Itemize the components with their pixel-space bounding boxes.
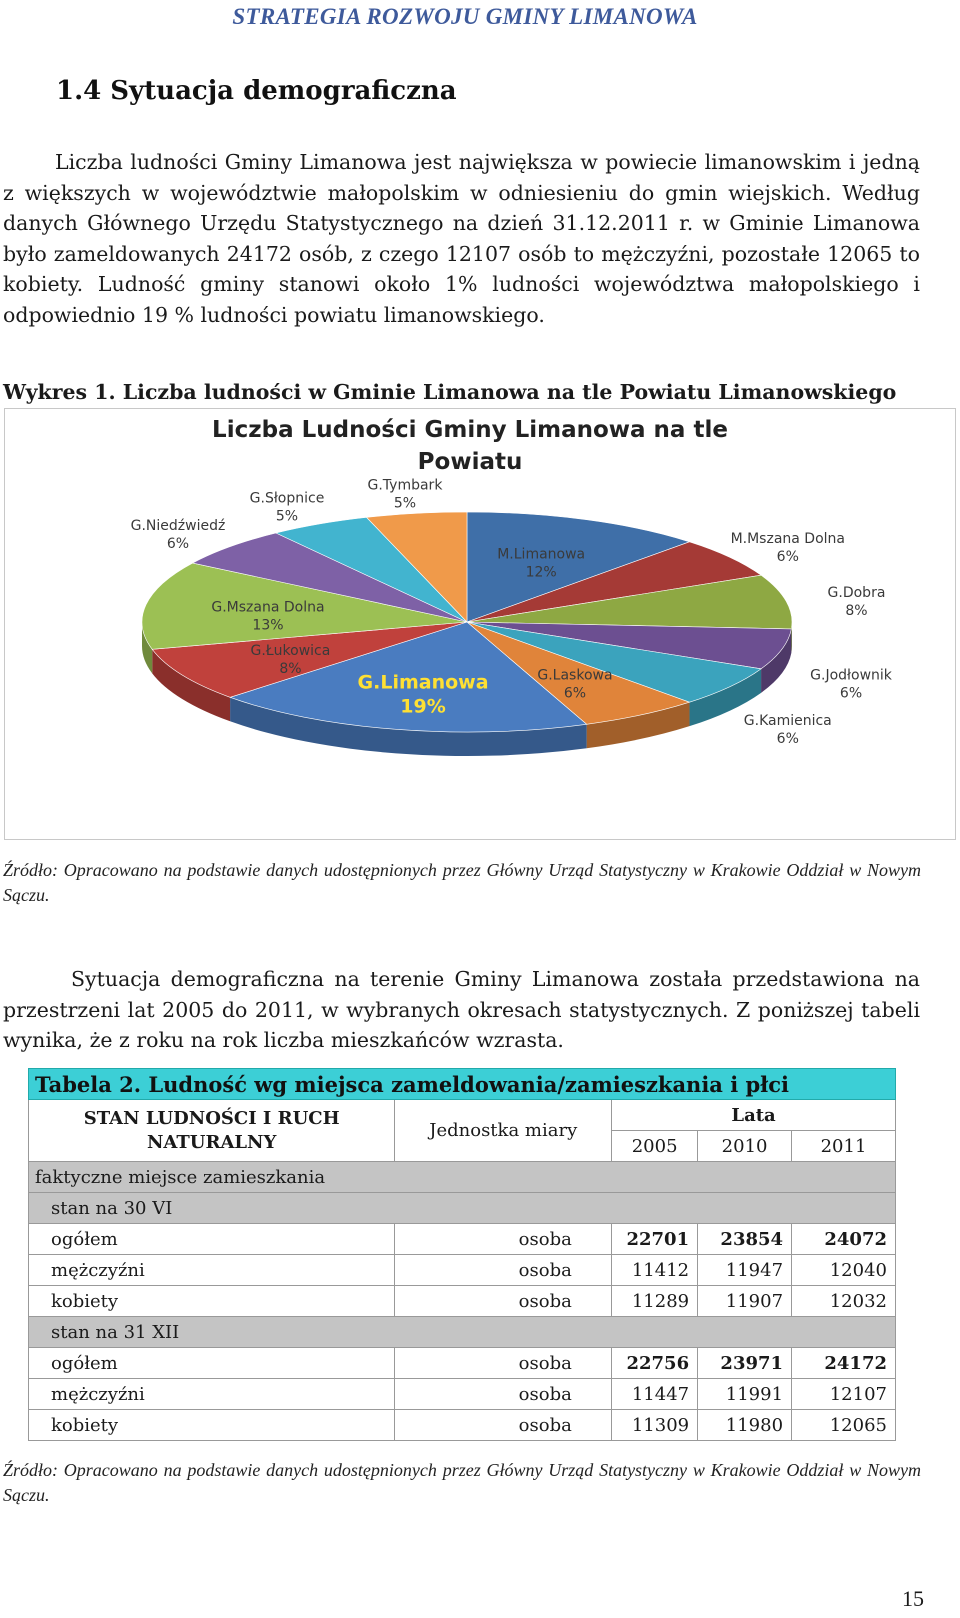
column-header-year: 2011 xyxy=(792,1131,896,1162)
pie-slice-label: G.Laskowa xyxy=(537,667,613,684)
table-row xyxy=(29,1286,896,1317)
row-label: kobiety xyxy=(29,1286,395,1317)
row-value: 11289 xyxy=(612,1286,698,1317)
pie-chart-svg xyxy=(5,409,955,839)
pie-slice-label: G.Limanowa xyxy=(357,671,489,694)
chart-title-line2: Powiatu xyxy=(417,449,523,475)
pie-slice-label: G.Kamienica xyxy=(743,712,832,729)
table-subgroup-row xyxy=(29,1193,896,1224)
table-row xyxy=(29,1255,896,1286)
pie-slice-value: 6% xyxy=(563,685,587,702)
row-value: 22756 xyxy=(612,1348,698,1379)
pie-slice-value: 5% xyxy=(275,508,299,525)
pie-chart xyxy=(4,408,956,840)
pie-slice-label: M.Mszana Dolna xyxy=(730,531,845,548)
row-value: 22701 xyxy=(612,1224,698,1255)
chart-title-line1: Liczba Ludności Gminy Limanowa na tle xyxy=(212,417,728,443)
table-header-row xyxy=(29,1100,896,1131)
row-label: mężczyźni xyxy=(29,1255,395,1286)
column-header-year: 2010 xyxy=(698,1131,792,1162)
row-value: 12065 xyxy=(792,1410,896,1441)
column-header-year: 2005 xyxy=(612,1131,698,1162)
row-unit: osoba xyxy=(395,1224,612,1255)
subgroup-label: stan na 30 VI xyxy=(29,1193,896,1224)
pie-slice-value: 6% xyxy=(839,685,863,702)
row-value: 11991 xyxy=(698,1379,792,1410)
page-header: STRATEGIA ROZWOJU GMINY LIMANOWA xyxy=(232,4,698,29)
pie-slice-value: 5% xyxy=(393,495,417,512)
intro-paragraph-text: Liczba ludności Gminy Limanowa jest największa w powiecie limanowskim i jedną z większych w województwie małopolskim w odniesieniu do gmin wiejskich. Według danych Głównego Urzędu Statystycznego na dzień 31.12.2011 r. w Gminie Limanowa było zameldowanych 24172 osób, z czego 12107 osób to mężczyźni, pozostałe 12065 to kobiety. Ludność gminy stanowi około 1% ludności województwa małopolskiego i odpowiednio 19 % ludności powiatu limanowskiego. xyxy=(3,150,920,327)
row-unit: osoba xyxy=(395,1255,612,1286)
pie-slice-label: G.Tymbark xyxy=(367,477,443,494)
row-value: 11947 xyxy=(698,1255,792,1286)
pie-slice-label: G.Jodłownik xyxy=(810,667,892,684)
table-title: Tabela 2. Ludność wg miejsca zameldowania/zamieszkania i płci xyxy=(29,1069,896,1100)
pie-slice-value: 8% xyxy=(845,602,868,619)
section-title: 1.4 Sytuacja demograficzna xyxy=(56,76,457,106)
row-label: ogółem xyxy=(29,1224,395,1255)
row-value: 11309 xyxy=(612,1410,698,1441)
table-row xyxy=(29,1379,896,1410)
subgroup-label: stan na 31 XII xyxy=(29,1317,896,1348)
chart-source-note: Źródło: Opracowano na podstawie danych udostępnionych przez Główny Urząd Statystyczny w Krakowie Oddział w Nowym Sączu. xyxy=(3,860,921,905)
pie-slice-label: G.Łukowica xyxy=(250,642,331,659)
row-unit: osoba xyxy=(395,1410,612,1441)
table-source-note: Źródło: Opracowano na podstawie danych udostępnionych przez Główny Urząd Statystyczny w Krakowie Oddział w Nowym Sączu. xyxy=(3,1460,921,1505)
row-value: 23854 xyxy=(698,1224,792,1255)
column-header-main-line1: STAN LUDNOŚCI I RUCH xyxy=(83,1107,340,1129)
row-value: 12107 xyxy=(792,1379,896,1410)
row-label: kobiety xyxy=(29,1410,395,1441)
row-unit: osoba xyxy=(395,1286,612,1317)
column-header-years: Lata xyxy=(612,1100,896,1131)
column-header-main xyxy=(29,1100,395,1162)
row-unit: osoba xyxy=(395,1348,612,1379)
column-header-main-line2: NATURALNY xyxy=(146,1131,277,1153)
table-row xyxy=(29,1410,896,1441)
pie-slice-value: 6% xyxy=(166,536,190,553)
row-value: 12040 xyxy=(792,1255,896,1286)
row-value: 12032 xyxy=(792,1286,896,1317)
pie-slice-value: 19% xyxy=(400,695,446,718)
pie-slice-label: G.Niedźwiedź xyxy=(130,518,226,535)
pie-slice-label: G.Dobra xyxy=(827,584,886,601)
row-value: 11980 xyxy=(698,1410,792,1441)
pie-slice-value: 12% xyxy=(525,564,557,581)
table-intro-paragraph-text: Sytuacja demograficzna na terenie Gminy Limanowa została przedstawiona na przestrzeni lat 2005 do 2011, w wybranych okresach statystycznych. Z poniższej tabeli wynika, że z roku na rok liczba mieszkańców wzrasta. xyxy=(3,967,920,1052)
row-value: 24072 xyxy=(792,1224,896,1255)
chart-caption: Wykres 1. Liczba ludności w Gminie Limanowa na tle Powiatu Limanowskiego xyxy=(3,380,897,404)
row-value: 23971 xyxy=(698,1348,792,1379)
pie-slice-value: 13% xyxy=(252,617,284,634)
column-header-unit: Jednostka miary xyxy=(395,1100,612,1162)
table-intro-paragraph xyxy=(3,964,920,1056)
row-unit: osoba xyxy=(395,1379,612,1410)
row-value: 11412 xyxy=(612,1255,698,1286)
pie-slice-label: M.Limanowa xyxy=(497,546,586,563)
row-value: 11907 xyxy=(698,1286,792,1317)
table-row xyxy=(29,1348,896,1379)
row-value: 11447 xyxy=(612,1379,698,1410)
pie-slice-value: 6% xyxy=(776,730,799,747)
table-subgroup-row xyxy=(29,1317,896,1348)
group-label: faktyczne miejsce zamieszkania xyxy=(29,1162,896,1193)
page-number: 15 xyxy=(902,1586,924,1611)
intro-paragraph xyxy=(3,147,920,330)
pie-slice-label: G.Słopnice xyxy=(249,490,325,507)
population-table xyxy=(28,1068,896,1441)
row-label: mężczyźni xyxy=(29,1379,395,1410)
table-row xyxy=(29,1224,896,1255)
row-value: 24172 xyxy=(792,1348,896,1379)
pie-slice-value: 6% xyxy=(776,549,799,566)
pie-slice-label: G.Mszana Dolna xyxy=(211,599,325,616)
row-label: ogółem xyxy=(29,1348,395,1379)
table-title-row xyxy=(29,1069,896,1100)
pie-slice-value: 8% xyxy=(279,660,302,677)
table-group-row xyxy=(29,1162,896,1193)
